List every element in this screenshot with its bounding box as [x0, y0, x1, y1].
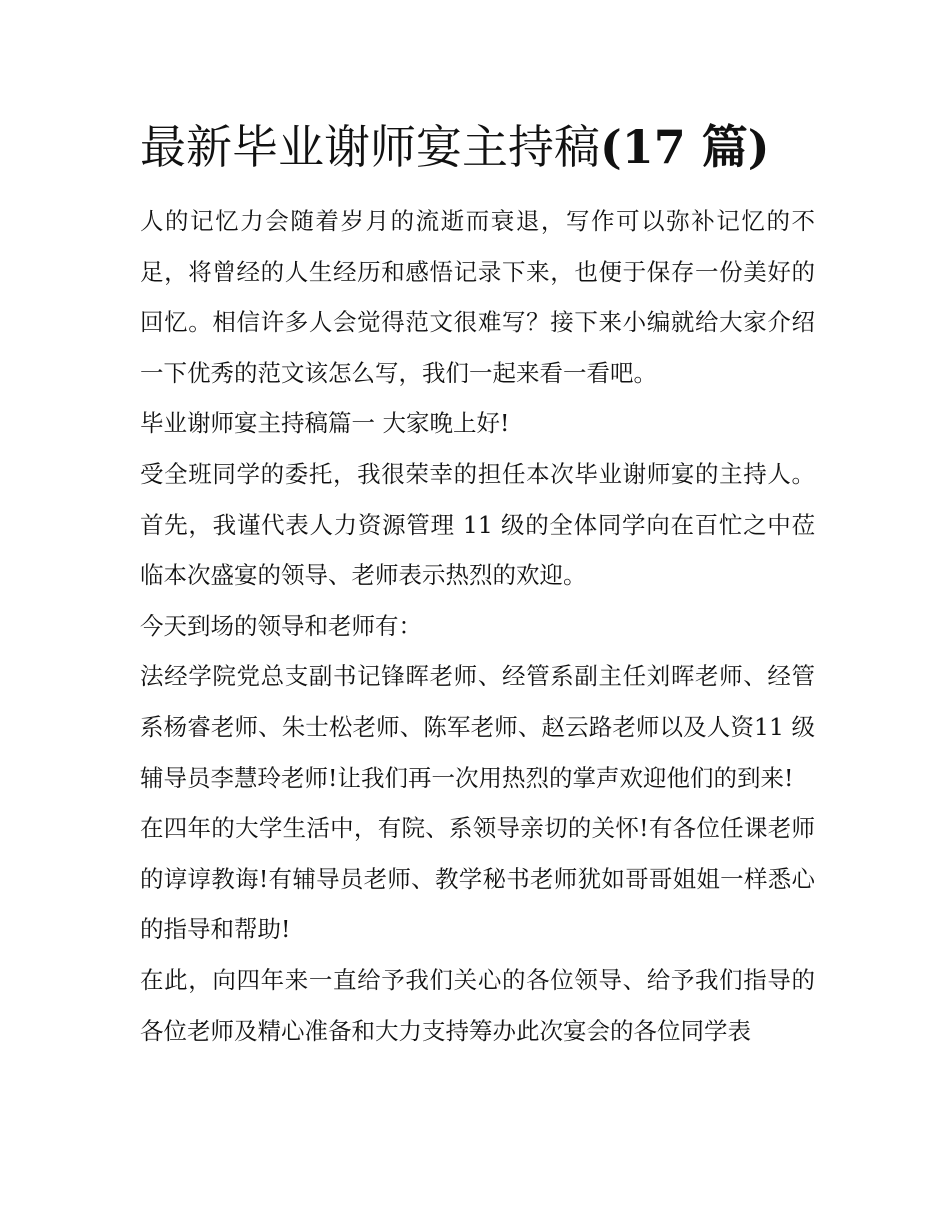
document-body: [140, 196, 815, 1056]
paragraph-section-heading: 毕业谢师宴主持稿篇一 大家晚上好!: [140, 409, 510, 438]
paragraph-opening: 受全班同学的委托，我很荣幸的担任本次毕业谢师宴的主持人。首先，我谨代表人力资源管理 11 级的全体同学向在百忙之中莅临本次盛宴的领导、老师表示热烈的欢迎。: [140, 459, 815, 590]
paragraph-university-life: 在四年的大学生活中，有院、系领导亲切的关怀!有各位任课老师的谆谆教诲!有辅导员老师、教学秘书老师犹如哥哥姐姐一样悉心的指导和帮助!: [140, 814, 815, 944]
document-title-text: 最新毕业谢师宴主持稿: [140, 120, 600, 174]
paragraph-guests-list: 法经学院党总支副书记锋晖老师、经管系副主任刘晖老师、经管系杨睿老师、朱士松老师、陈军老师、赵云路老师以及人资11 级辅导员李慧玲老师!让我们再一次用热烈的掌声欢迎他们的到来!: [140, 662, 815, 792]
paragraph-intro: 人的记忆力会随着岁月的流逝而衰退，写作可以弥补记忆的不足，将曾经的人生经历和感悟记录下来，也便于保存一份美好的回忆。相信许多人会觉得范文很难写？接下来小编就给大家介绍一下优秀的范文该怎么写，我们一起来看一看吧。: [140, 207, 815, 387]
document-title: [140, 112, 820, 182]
document-title-suffix: (17 篇): [600, 120, 770, 174]
paragraph-thanks: 在此，向四年来一直给予我们关心的各位领导、给予我们指导的各位老师及精心准备和大力支持筹办此次宴会的各位同学表: [140, 965, 815, 1045]
paragraph-guests-intro: 今天到场的领导和老师有：: [140, 611, 422, 640]
